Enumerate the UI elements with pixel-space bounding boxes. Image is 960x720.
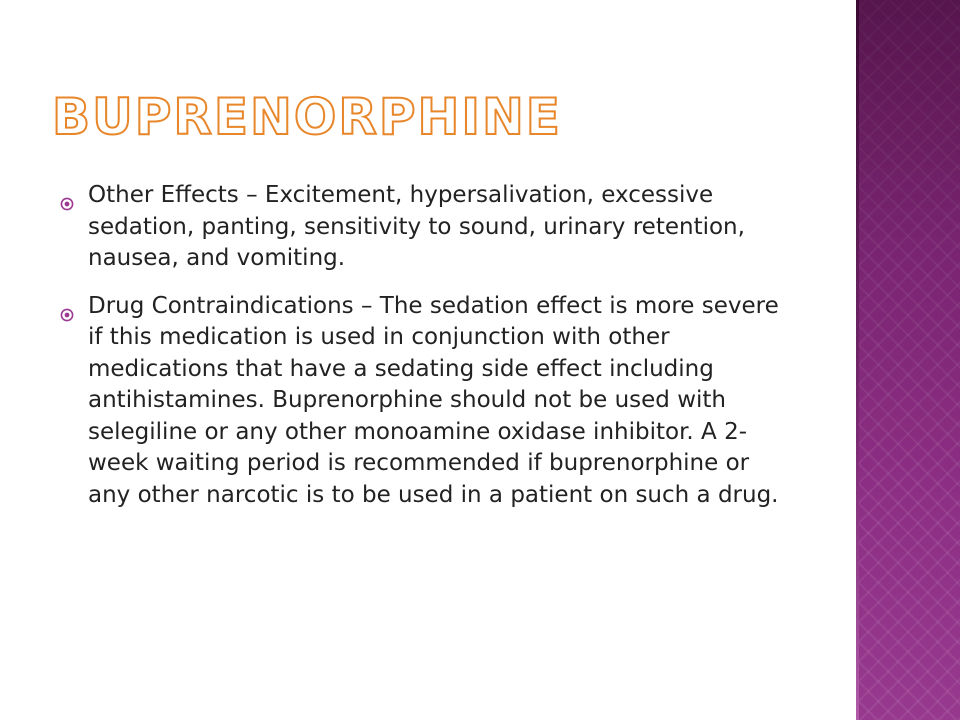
bullet-text: Drug Contraindications – The sedation effect is more severe if this medication is used in conjunction with other medications that have a sedating side effect including antihistamines. Buprenorphine should not be used with selegiline or any other monoamine oxidase inhibitor. A 2-week waiting period is recommended if buprenorphine or any other narcotic is to be used in a patient on such a drug. <box>88 292 779 508</box>
decorative-side-panel <box>856 0 960 720</box>
circled-dot-icon <box>60 189 74 203</box>
bullet-item <box>60 291 790 512</box>
slide-title: BUPRENORPHINE <box>52 88 562 146</box>
circled-dot-icon <box>60 300 74 314</box>
bullet-item <box>60 180 790 275</box>
bullet-list <box>60 180 790 527</box>
bullet-text: Other Effects – Excitement, hypersalivation, excessive sedation, panting, sensitivity to sound, urinary retention, nausea, and vomiting. <box>88 182 745 271</box>
